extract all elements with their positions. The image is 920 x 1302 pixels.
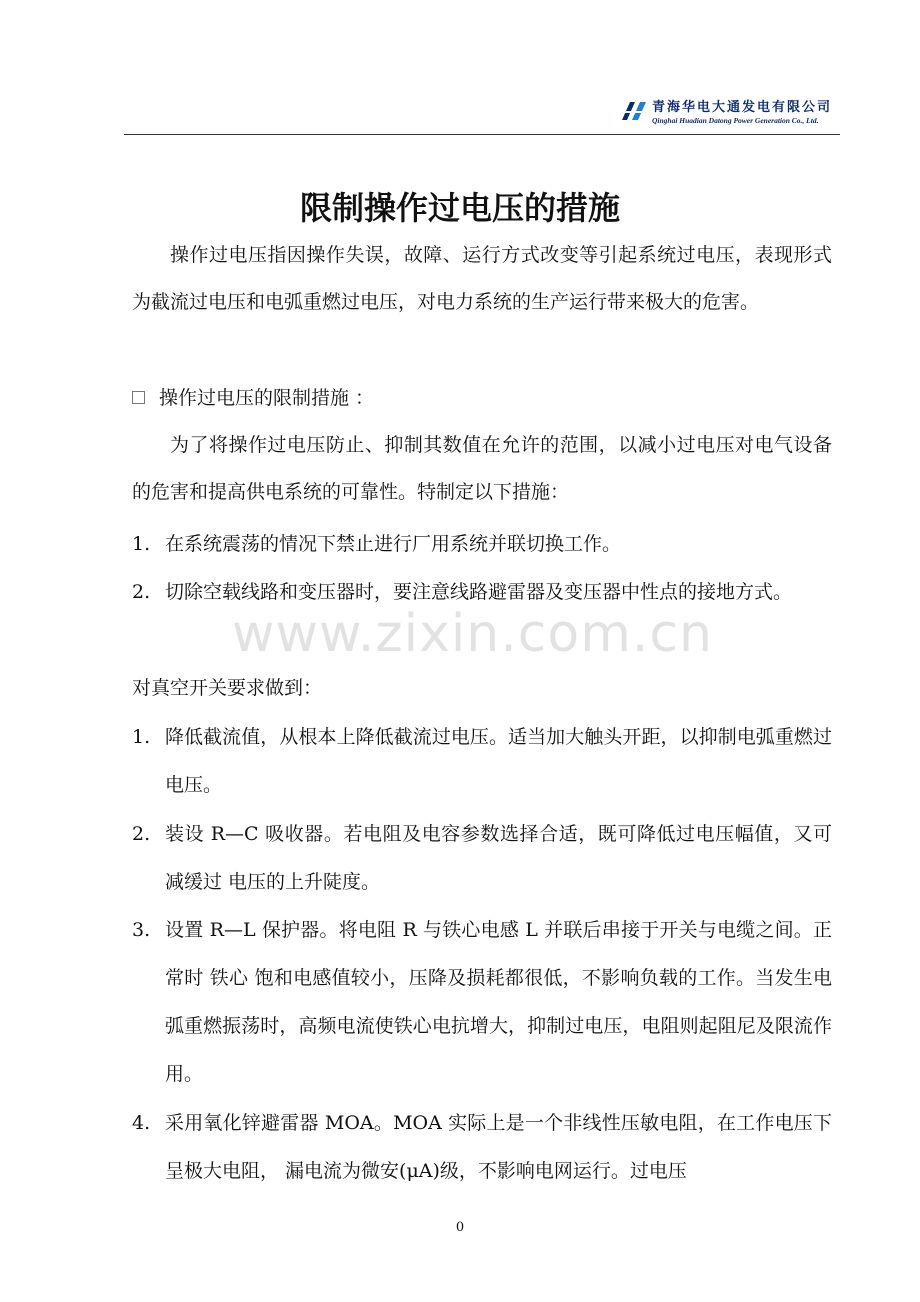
section-heading-text: 操作过电压的限制措施 ：: [159, 387, 375, 409]
list-number: 3.: [132, 919, 151, 941]
vacuum-heading-text: 对真空开关要求做到：: [132, 677, 323, 699]
watermark: www.zixin.com.cn: [232, 604, 713, 664]
list-item: [132, 906, 832, 1098]
document-title: 限制操作过电压的措施: [299, 189, 620, 227]
company-logo-icon: [620, 100, 648, 122]
list-text: 设置 R—L 保护器。将电阻 R 与铁心电感 L 并联后串接于开关与电缆之间。正常时 铁心 饱和电感值较小，压降及损耗都很低，不影响负载的工作。当发生电弧重燃振荡时，高频电流使铁心电抗增大，抑制过电压，电阻则起阻尼及限流作用。: [165, 919, 832, 1085]
list-text: 降低截流值，从根本上降低截流过电压。适当加大触头开距，以抑制电弧重燃过电压。: [165, 726, 832, 796]
checkbox-bullet-icon: [132, 391, 145, 404]
list-item: [132, 520, 832, 568]
list-text: 在系统震荡的情况下禁止进行厂用系统并联切换工作。: [165, 533, 622, 555]
list-text: 装设 R—C 吸收器。若电阻及电容参数选择合适，既可降低过电压幅值，又可减缓过 电压的上升陡度。: [165, 823, 832, 893]
section-intro-text: 为了将操作过电压防止、抑制其数值在允许的范围，以减小过电压对电气设备的危害和提高供电系统的可靠性。特制定以下措施：: [132, 434, 832, 503]
intro-paragraph: [132, 232, 832, 326]
list-number: 1.: [132, 726, 151, 748]
list-number: 2.: [132, 823, 151, 845]
list-number: 2.: [132, 581, 151, 603]
list-number: 1.: [132, 533, 151, 555]
section-heading: [132, 375, 374, 422]
list-item: [132, 810, 832, 906]
list-number: 4.: [132, 1112, 151, 1134]
list-text: 切除空载线路和变压器时，要注意线路避雷器及变压器中性点的接地方式。: [165, 581, 793, 603]
page-header: [124, 96, 840, 135]
section-intro-paragraph: [132, 422, 832, 516]
intro-text: 操作过电压指因操作失误，故障、运行方式改变等引起系统过电压，表现形式为截流过电压和电弧重燃过电压，对电力系统的生产运行带来极大的危害。: [132, 244, 832, 313]
company-logo: [620, 100, 832, 125]
page-number: 0: [455, 1220, 465, 1235]
company-name-cn: 青海华电大通发电有限公司: [651, 100, 832, 115]
vacuum-heading: [132, 665, 832, 712]
list-item: [132, 1099, 832, 1195]
list-item: [132, 713, 832, 809]
company-name-en: Qinghai Huadian Datong Power Generation Co., Ltd.: [651, 116, 819, 125]
list-text: 采用氧化锌避雷器 MOA。MOA 实际上是一个非线性压敏电阻，在工作电压下呈极大电阻， 漏电流为微安(μA)级，不影响电网运行。过电压: [165, 1112, 832, 1182]
